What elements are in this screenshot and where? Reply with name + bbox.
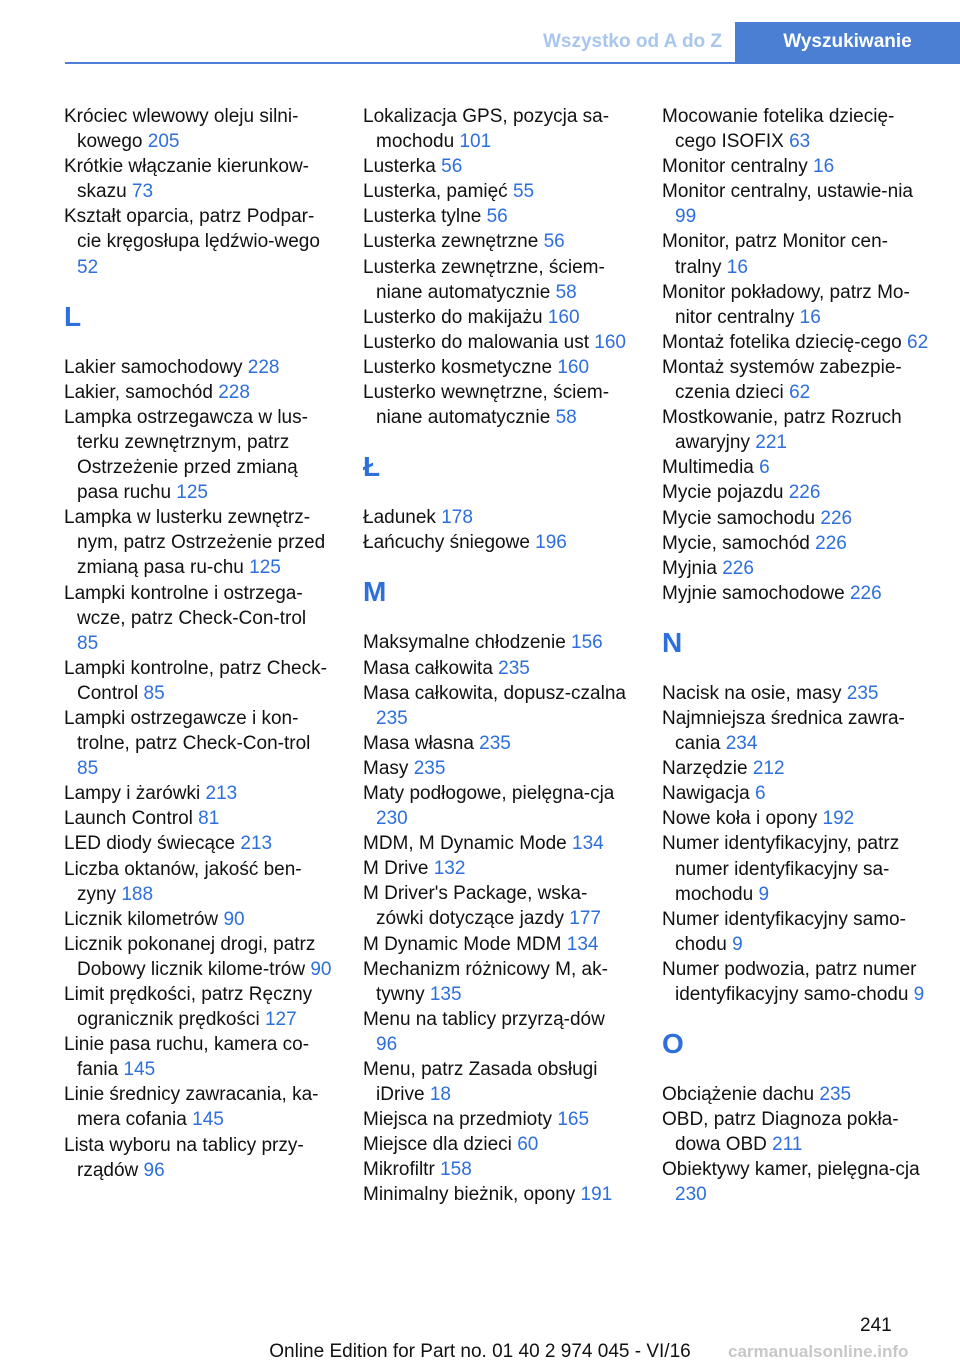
index-page-link[interactable]: 55	[512, 181, 535, 203]
index-page-link[interactable]: 90	[310, 958, 332, 980]
index-page-link[interactable]: 85	[143, 682, 165, 704]
index-entry	[64, 154, 332, 204]
index-entry	[64, 405, 332, 505]
index-page-link[interactable]: 125	[176, 482, 208, 504]
index-entry	[363, 229, 631, 254]
index-page-link[interactable]: 73	[131, 181, 154, 203]
index-column-2	[363, 104, 631, 1208]
index-entry	[662, 1107, 930, 1157]
index-entry	[363, 656, 631, 681]
index-entry-text: Limit prędkości, patrz Ręczny ogranicznik prędkości	[64, 984, 313, 1031]
index-entry	[662, 531, 930, 556]
index-page-link[interactable]: 230	[675, 1184, 707, 1206]
index-entry-text: Mycie samochodu	[662, 507, 816, 529]
index-entry-text: Minimalny bieżnik, opony	[363, 1184, 576, 1206]
index-page-link[interactable]: 16	[813, 156, 835, 178]
page-number: 241	[860, 1315, 892, 1336]
index-entry	[363, 305, 631, 330]
index-entry	[662, 581, 930, 606]
index-page-link[interactable]: 192	[822, 808, 855, 830]
index-entry	[662, 957, 930, 1007]
index-page-link[interactable]: 235	[819, 1084, 852, 1106]
index-entry-text: Menu na tablicy przyrzą‐dów	[363, 1008, 605, 1030]
index-entry-text: LED diody świecące	[64, 833, 236, 855]
index-entry	[662, 229, 930, 279]
index-page-link[interactable]: 18	[429, 1084, 451, 1106]
index-entry-text: M Dynamic Mode MDM	[363, 933, 562, 955]
index-column-3	[662, 104, 930, 1208]
index-entry-text: Miejsca na przedmioty	[363, 1109, 553, 1131]
index-entry	[363, 104, 631, 154]
index-entry-text: Lusterko wewnętrzne, ściem‐niane automatycznie	[363, 382, 610, 429]
index-page-link[interactable]: 228	[247, 356, 280, 378]
index-entry	[363, 856, 631, 881]
index-entry-text: OBD, patrz Diagnoza pokła‐dowa OBD	[662, 1109, 899, 1156]
index-page-link[interactable]: 230	[376, 808, 408, 830]
index-entry-text: Licznik pokonanej drogi, patrz Dobowy licznik kilome‐trów	[64, 933, 316, 980]
index-page-link[interactable]: 205	[147, 131, 180, 153]
index-entry	[662, 506, 930, 531]
index-entry	[662, 781, 930, 806]
index-entry-text: MDM, M Dynamic Mode	[363, 833, 567, 855]
index-page-link[interactable]: 85	[77, 632, 99, 654]
index-entry	[64, 104, 332, 154]
index-entry-text: Lusterko do makijażu	[363, 306, 543, 328]
index-entry-text: Kształt oparcia, patrz Podpar‐cie kręgosłupa lędźwio‐wego	[64, 206, 320, 253]
index-entry	[662, 405, 930, 455]
index-entry	[64, 1082, 332, 1132]
index-page-link[interactable]: 132	[433, 858, 466, 880]
edition-footer: Online Edition for Part no. 01 40 2 974 045 - VI/16	[269, 1341, 691, 1362]
index-entry	[662, 280, 930, 330]
index-entry-text: Lampy i żarówki	[64, 783, 201, 805]
index-entry	[662, 480, 930, 505]
index-page-link[interactable]: 160	[594, 331, 626, 353]
index-entry	[662, 706, 930, 756]
index-page-link[interactable]: 62	[907, 331, 929, 353]
index-page-link[interactable]: 90	[223, 908, 245, 930]
index-entry-text: Liczba oktanów, jakość ben‐zyny	[64, 858, 302, 905]
index-entry-text: Lakier, samochód	[64, 381, 213, 403]
index-entry	[64, 1133, 332, 1183]
index-entry-text: Lusterka zewnętrzne	[363, 231, 539, 253]
index-entry	[64, 907, 332, 932]
index-entry-text: Lista wyboru na tablicy przy‐rządów	[64, 1134, 304, 1181]
index-entry	[64, 355, 332, 380]
index-page-link[interactable]: 134	[566, 933, 599, 955]
watermark-text: carmanualsonline.info	[728, 1342, 909, 1361]
index-page-link[interactable]: 134	[572, 833, 604, 855]
index-page-link[interactable]: 125	[249, 557, 281, 579]
index-entry-text: Montaż fotelika dziecię‐cego	[662, 331, 902, 353]
index-page-link[interactable]: 127	[264, 1009, 297, 1031]
index-entry	[662, 681, 930, 706]
index-entry	[662, 154, 930, 179]
index-page-link[interactable]: 212	[752, 758, 785, 780]
index-entry-text: Obciążenie dachu	[662, 1084, 815, 1106]
index-page-link[interactable]: 160	[547, 306, 580, 328]
index-page-link[interactable]: 178	[441, 507, 473, 529]
index-letter-heading: N	[662, 626, 683, 658]
index-page-link[interactable]: 235	[479, 732, 511, 754]
index-page-link[interactable]: 213	[240, 833, 273, 855]
index-entry	[363, 1182, 631, 1207]
index-page-link[interactable]: 177	[569, 908, 601, 930]
index-entry	[64, 656, 332, 706]
index-entry	[363, 781, 631, 831]
index-page-link[interactable]: 235	[846, 682, 879, 704]
index-entry-text: Lampki kontrolne i ostrzega‐wcze, patrz Check-Con‐trol	[64, 582, 307, 629]
index-page-link[interactable]: 188	[121, 883, 154, 905]
index-entry-text: Obiektywy kamer, pielęgna‐cja	[662, 1159, 920, 1181]
index-page-link[interactable]: 156	[571, 632, 603, 654]
index-entry	[64, 857, 332, 907]
index-entry	[363, 1132, 631, 1157]
index-entry-text: Maty podłogowe, pielęgna‐cja	[363, 782, 615, 804]
header-tabs	[530, 22, 960, 62]
index-entry	[363, 932, 631, 957]
index-page-link[interactable]: 58	[555, 281, 577, 303]
index-page-link[interactable]: 226	[815, 532, 847, 554]
index-entry	[363, 330, 631, 355]
index-page-link[interactable]: 191	[580, 1184, 613, 1206]
index-letter-heading: O	[662, 1028, 684, 1060]
index-page-link[interactable]: 226	[849, 582, 882, 604]
index-entry-text: M Drive	[363, 858, 429, 880]
tab-active[interactable]: Wyszukiwanie	[735, 22, 960, 62]
index-entry-text: Montaż systemów zabezpie‐czenia dzieci	[662, 356, 902, 404]
index-page-link[interactable]: 56	[486, 206, 508, 228]
index-entry-text: Masa całkowita	[363, 657, 493, 679]
index-entry-text: Numer identyfikacyjny, patrz numer identyfikacyjny sa‐mochodu	[662, 833, 900, 905]
index-entry	[363, 179, 631, 204]
index-entry-text: Mycie, samochód	[662, 532, 810, 554]
index-letter-heading: L	[64, 300, 82, 332]
index-entry	[662, 104, 930, 154]
index-entry	[64, 806, 332, 831]
index-entry	[662, 556, 930, 581]
index-entry-text: Nawigacja	[662, 783, 750, 805]
index-entry-text: Lampki kontrolne, patrz Check-Control	[64, 657, 327, 704]
index-page-link[interactable]: 56	[441, 156, 463, 178]
index-page-link[interactable]: 145	[123, 1059, 156, 1081]
index-page-link[interactable]: 99	[675, 206, 697, 228]
index-page-link[interactable]: 81	[198, 808, 220, 830]
index-entry	[363, 530, 631, 555]
index-entry-text: Menu, patrz Zasada obsługi iDrive	[363, 1059, 598, 1106]
index-entry	[662, 806, 930, 831]
index-entry-text: Monitor centralny, ustawie‐nia	[662, 181, 913, 203]
index-entry	[363, 831, 631, 856]
index-page-link[interactable]: 56	[543, 231, 565, 253]
index-entry	[64, 781, 332, 806]
index-entry	[64, 581, 332, 656]
index-entry-text: Lusterka zewnętrzne, ściem‐niane automatycznie	[363, 256, 605, 303]
index-entry	[662, 179, 930, 229]
index-entry-text: Łańcuchy śniegowe	[363, 532, 530, 554]
index-letter-heading: Ł	[363, 451, 381, 483]
index-entry	[363, 355, 631, 380]
index-page-link[interactable]: 213	[205, 783, 238, 805]
header-rule	[65, 62, 960, 64]
index-entry	[363, 1107, 631, 1132]
index-page-link[interactable]: 16	[799, 306, 821, 328]
index-entry-text: Najmniejsza średnica zawra‐cania	[662, 707, 905, 755]
index-entry-text: Lusterka, pamięć	[363, 181, 508, 203]
index-entry	[363, 681, 631, 731]
index-entry-text: Nacisk na osie, masy	[662, 682, 842, 704]
index-entry	[363, 380, 631, 430]
index-entry-text: Lakier samochodowy	[64, 356, 243, 378]
index-entry-text: Lampki ostrzegawcze i kon‐trolne, patrz Check-Con‐trol	[64, 707, 311, 755]
index-page-link[interactable]: 6	[759, 457, 770, 479]
index-page-link[interactable]: 158	[440, 1159, 472, 1181]
index-entry	[363, 630, 631, 655]
index-entry-text: Licznik kilometrów	[64, 908, 219, 930]
index-page-link[interactable]: 228	[218, 381, 250, 403]
index-entry	[64, 831, 332, 856]
index-page-link[interactable]: 221	[755, 432, 787, 454]
index-entry-text: M Driver's Package, wska‐zówki dotyczące jazdy	[363, 883, 588, 930]
index-entry	[662, 756, 930, 781]
index-entry	[662, 907, 930, 957]
index-page-link[interactable]: 226	[722, 557, 754, 579]
index-entry-text: Lusterko do malowania ust	[363, 331, 590, 353]
index-entry-text: Linie średnicy zawracania, ka‐mera cofania	[64, 1084, 319, 1131]
index-page-link[interactable]: 60	[517, 1134, 539, 1156]
index-entry	[662, 1157, 930, 1207]
index-entry	[662, 1082, 930, 1107]
index-page-link[interactable]: 16	[726, 256, 748, 278]
index-entry	[363, 731, 631, 756]
index-letter-heading: M	[363, 576, 387, 608]
index-page-link[interactable]: 52	[77, 256, 99, 278]
tab-section[interactable]: Wszystko od A do Z	[530, 22, 735, 62]
index-entry	[363, 1007, 631, 1057]
index-page-link[interactable]: 135	[429, 983, 462, 1005]
index-entry-text: Monitor pokładowy, patrz Mo‐nitor centralny	[662, 281, 910, 328]
index-entry	[662, 355, 930, 405]
index-page-link[interactable]: 9	[758, 883, 770, 905]
index-page-link[interactable]: 9	[913, 984, 925, 1005]
index-page-link[interactable]: 62	[789, 382, 811, 404]
index-page-link[interactable]: 226	[788, 482, 821, 504]
index-entry	[64, 380, 332, 405]
index-entry	[363, 505, 631, 530]
index-entry-text: Mechanizm różnicowy M, ak‐tywny	[363, 958, 608, 1005]
index-entry	[363, 154, 631, 179]
index-entry	[662, 330, 930, 355]
index-page-link[interactable]: 235	[376, 707, 408, 729]
index-page-link[interactable]: 85	[77, 758, 99, 780]
index-entry-text: Multimedia	[662, 457, 754, 479]
index-page-link[interactable]: 211	[772, 1134, 803, 1156]
index-entry	[363, 756, 631, 781]
index-entry-text: Nowe koła i opony	[662, 808, 818, 830]
index-entry-text: Narzędzie	[662, 758, 748, 780]
index-page-link[interactable]: 63	[789, 131, 811, 153]
index-entry	[64, 1032, 332, 1082]
index-entry	[363, 255, 631, 305]
index-entry-text: Monitor centralny	[662, 156, 808, 178]
index-entry-text: Mocowanie fotelika dziecię‐cego ISOFIX	[662, 106, 895, 153]
index-entry	[662, 455, 930, 480]
index-page-link[interactable]: 226	[820, 507, 853, 529]
index-entry	[363, 1057, 631, 1107]
index-entry-text: Mostkowanie, patrz Rozruch awaryjny	[662, 407, 902, 454]
index-page-link[interactable]: 9	[732, 933, 743, 955]
index-entry-text: Monitor, patrz Monitor cen‐tralny	[662, 231, 888, 278]
index-page-link[interactable]: 58	[555, 407, 577, 429]
index-page-link[interactable]: 160	[557, 356, 590, 378]
index-page-link[interactable]: 235	[498, 657, 530, 679]
index-entry-text: Masa całkowita, dopusz‐czalna	[363, 682, 626, 704]
index-entry	[363, 204, 631, 229]
index-entry-text: Króciec wlewowy oleju silni‐kowego	[64, 106, 299, 153]
index-entry-text: Krótkie włączanie kierunkow‐skazu	[64, 156, 309, 203]
index-entry	[64, 706, 332, 781]
index-entry-text: Myjnie samochodowe	[662, 582, 845, 604]
index-entry	[64, 204, 332, 279]
index-entry-text: Linie pasa ruchu, kamera co‐fania	[64, 1034, 310, 1081]
index-page-link[interactable]: 234	[725, 733, 758, 755]
index-page-link[interactable]: 145	[192, 1109, 224, 1131]
index-entry-text: Numer identyfikacyjny samo‐chodu	[662, 908, 906, 955]
index-entry-text: Ładunek	[363, 507, 436, 529]
index-page-link[interactable]: 96	[143, 1159, 165, 1181]
index-entry	[64, 932, 332, 982]
index-entry-text: Lusterka tylne	[363, 206, 482, 228]
index-entry-text: Lampka ostrzegawcza w lus‐terku zewnętrznym, patrz Ostrzeżenie przed zmianą pasa ruchu	[64, 406, 308, 504]
index-entry-text: Miejsce dla dzieci	[363, 1134, 512, 1156]
index-entry	[64, 505, 332, 580]
index-entry-text: Maksymalne chłodzenie	[363, 632, 566, 654]
index-page-link[interactable]: 196	[535, 532, 567, 554]
index-page-link[interactable]: 101	[459, 131, 492, 153]
index-entry-text: Masa własna	[363, 732, 474, 754]
index-entry-text: Masy	[363, 757, 409, 779]
index-page-link[interactable]: 6	[754, 783, 766, 805]
index-page-link[interactable]: 96	[376, 1033, 398, 1055]
index-entry-text: Lokalizacja GPS, pozycja sa‐mochodu	[363, 106, 610, 153]
index-entry-text: Mycie pojazdu	[662, 482, 784, 504]
index-entry-text: Mikrofiltr	[363, 1159, 435, 1181]
index-entry	[64, 982, 332, 1032]
index-entry	[363, 1157, 631, 1182]
index-entry	[662, 831, 930, 906]
index-entry-text: Lampka w lusterku zewnętrz‐nym, patrz Ostrzeżenie przed zmianą pasa ru‐chu	[64, 507, 326, 579]
index-column-1	[64, 104, 332, 1183]
index-entry-text: Launch Control	[64, 808, 193, 830]
index-entry-text: Myjnia	[662, 557, 717, 579]
index-entry	[363, 881, 631, 931]
index-page-link[interactable]: 235	[413, 757, 446, 779]
index-entry	[363, 957, 631, 1007]
index-page-link[interactable]: 165	[557, 1109, 590, 1131]
index-entry-text: Lusterka	[363, 156, 436, 178]
index-entry-text: Lusterko kosmetyczne	[363, 356, 553, 378]
index-entry-text: Numer podwozia, patrz numer identyfikacyjny samo‐chodu	[662, 958, 917, 1005]
